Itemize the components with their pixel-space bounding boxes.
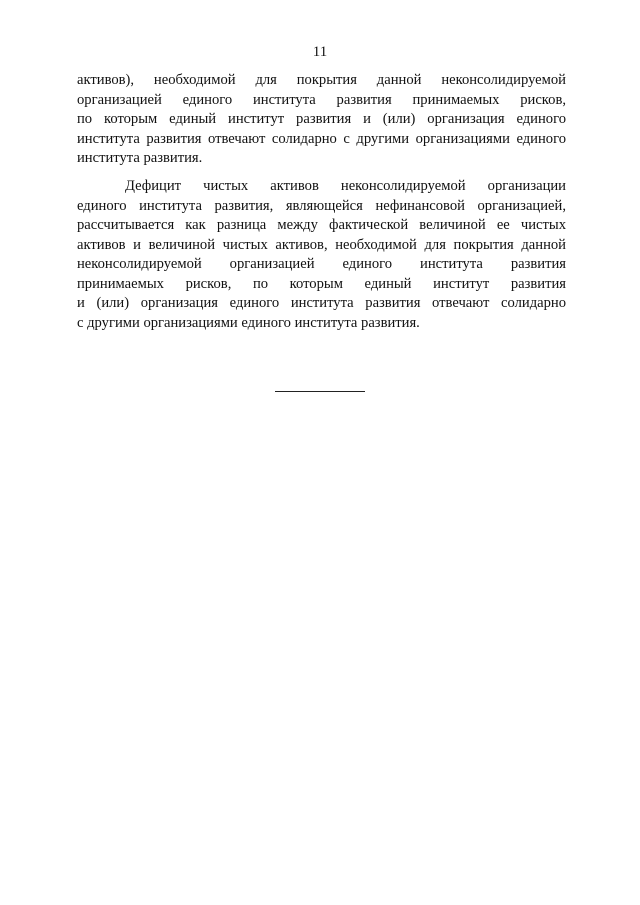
text-line: с другими организациями единого института развития. — [77, 314, 420, 331]
text-line: института развития. — [77, 150, 203, 166]
text-line: рассчитывается как разница между фактической величиной ее чистых — [77, 217, 566, 233]
text-line: единого института развития, являющейся нефинансовой организацией, — [77, 197, 566, 214]
paragraph-continuation — [77, 71, 566, 169]
page-number: 11 — [312, 44, 328, 60]
text-line: принимаемых рисков, по которым единый институт развития — [77, 275, 566, 292]
text-line: и (или) организация единого института развития отвечают солидарно — [77, 295, 566, 311]
paragraph — [77, 177, 566, 333]
text-line: Дефицит чистых активов неконсолидируемой организации — [125, 178, 566, 194]
text-line: активов и величиной чистых активов, необходимой для покрытия данной — [77, 236, 566, 253]
end-of-document-rule — [275, 391, 365, 392]
paragraph — [77, 71, 566, 169]
paragraph-net-assets-deficit — [77, 177, 566, 333]
text-line: активов), необходимой для покрытия данной неконсолидируемой — [77, 72, 566, 88]
text-line: по которым единый институт развития и (или) организация единого — [77, 111, 566, 127]
text-line: неконсолидируемой организацией единого института развития — [77, 256, 566, 272]
text-line: организацией единого института развития принимаемых рисков, — [77, 91, 566, 108]
text-line: института развития отвечают солидарно с другими организациями единого — [77, 130, 566, 147]
